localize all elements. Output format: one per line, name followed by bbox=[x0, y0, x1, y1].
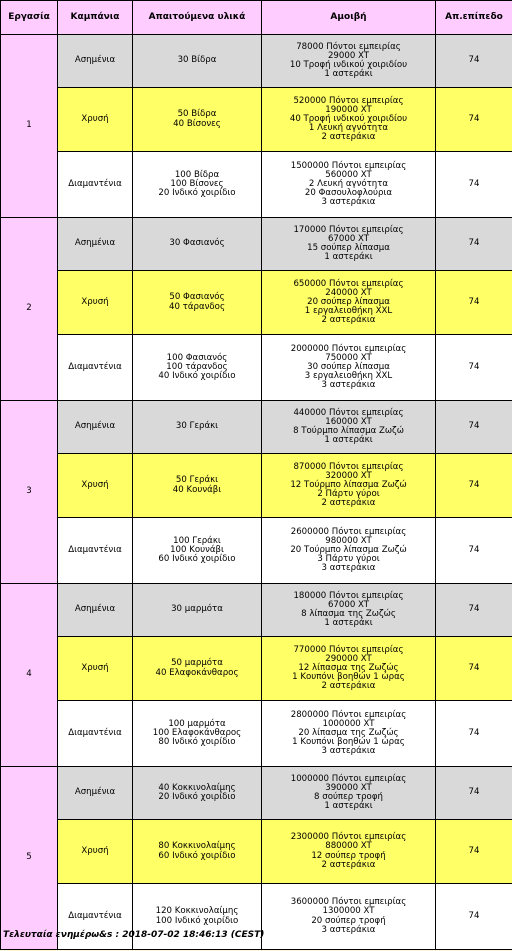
reward-line: 160000 XT bbox=[325, 416, 372, 427]
campaign-cell: Χρυσή bbox=[58, 271, 133, 335]
table-row bbox=[1, 218, 512, 271]
level-cell: 74 bbox=[436, 88, 512, 152]
material-line: 30 Γεράκι bbox=[175, 421, 219, 432]
material-line: 80 Ινδικό χοιρίδιο bbox=[158, 737, 236, 747]
reward-line: 2 αστεράκια bbox=[321, 315, 376, 326]
header-row bbox=[1, 1, 512, 35]
reward-line: 1 αστεράκι bbox=[324, 801, 373, 812]
material-line: 50 Γεράκι bbox=[175, 475, 219, 486]
materials-cell bbox=[133, 271, 262, 335]
level-cell: 74 bbox=[436, 152, 512, 218]
material-line: 60 Ινδικό χοιρίδιο bbox=[158, 850, 236, 861]
level-cell: 74 bbox=[436, 271, 512, 335]
campaign-cell: Διαμαντένια bbox=[58, 518, 133, 584]
material-line: 100 τάρανδος bbox=[166, 361, 228, 372]
material-line: 40 Ινδικό χοιρίδιο bbox=[158, 371, 236, 381]
level-cell: 74 bbox=[436, 401, 512, 454]
reward-line: 67000 XT bbox=[327, 233, 370, 244]
reward-line: 2 Πάρτυ γύροι bbox=[317, 489, 380, 499]
reward-line: 560000 XT bbox=[325, 169, 372, 180]
reward-line: 440000 Πόντοι εμπειρίας bbox=[293, 407, 404, 418]
reward-line: 170000 Πόντοι εμπειρίας bbox=[293, 224, 404, 235]
reward-line: 1300000 XT bbox=[322, 906, 375, 917]
material-line: 60 Ινδικό χοιρίδιο bbox=[158, 554, 236, 564]
reward-line: 980000 XT bbox=[325, 535, 372, 546]
material-line: 40 Κοκκινολαίμης bbox=[158, 782, 236, 793]
level-cell: 74 bbox=[436, 767, 512, 820]
materials-cell bbox=[133, 88, 262, 152]
header-task: Εργασία bbox=[1, 1, 58, 35]
campaign-cell: Ασημένια bbox=[58, 401, 133, 454]
task-number-cell: 4 bbox=[1, 584, 58, 767]
reward-line: 10 Τροφή ινδικού χοιριδίου bbox=[289, 60, 408, 70]
materials-cell bbox=[133, 152, 262, 218]
material-line: 100 Βίδρα bbox=[174, 169, 220, 180]
material-line: 20 Ινδικό χοιρίδιο bbox=[158, 792, 236, 802]
level-cell: 74 bbox=[436, 884, 512, 950]
reward-line: 390000 XT bbox=[325, 782, 372, 793]
table-row bbox=[1, 88, 512, 152]
materials-cell bbox=[133, 518, 262, 584]
reward-line: 3 αστεράκια bbox=[321, 924, 376, 935]
campaign-cell: Χρυσή bbox=[58, 637, 133, 701]
campaign-cell: Διαμαντένια bbox=[58, 884, 133, 950]
reward-cell bbox=[262, 884, 436, 950]
reward-line: 67000 XT bbox=[327, 599, 370, 610]
reward-line: 2 αστεράκια bbox=[321, 681, 376, 692]
table-row bbox=[1, 35, 512, 88]
task-number-cell: 3 bbox=[1, 401, 58, 584]
material-line: 40 τάρανδος bbox=[169, 301, 225, 312]
reward-line: 2600000 Πόντοι εμπειρίας bbox=[290, 526, 407, 537]
table-row bbox=[1, 767, 512, 820]
reward-line: 3600000 Πόντοι εμπειρίας bbox=[290, 897, 407, 908]
level-cell: 74 bbox=[436, 637, 512, 701]
reward-line: 3 αστεράκια bbox=[321, 746, 376, 757]
campaign-cell: Χρυσή bbox=[58, 454, 133, 518]
level-cell: 74 bbox=[436, 820, 512, 884]
material-line: 50 μαρμότα bbox=[171, 658, 223, 669]
material-line: 30 Φασιανός bbox=[169, 238, 225, 249]
table-row bbox=[1, 335, 512, 401]
reward-line: 3 αστεράκια bbox=[321, 563, 376, 574]
reward-line: 40 Τροφή ινδικού χοιριδίου bbox=[289, 113, 408, 124]
material-line: 100 μαρμότα bbox=[168, 718, 226, 729]
material-line: 40 Βίσονες bbox=[173, 118, 221, 129]
reward-line: 1 αστεράκι bbox=[324, 618, 373, 629]
reward-line: 1 αστεράκι bbox=[324, 69, 373, 80]
reward-line: 1000000 Πόντοι εμπειρίας bbox=[290, 773, 407, 784]
material-line: 100 Γεράκι bbox=[173, 535, 221, 546]
reward-cell bbox=[262, 820, 436, 884]
campaign-cell: Χρυσή bbox=[58, 88, 133, 152]
reward-line: 1 αστεράκι bbox=[324, 252, 373, 263]
material-line: 50 Φασιανός bbox=[169, 292, 225, 303]
reward-cell bbox=[262, 637, 436, 701]
reward-line: 78000 Πόντοι εμπειρίας bbox=[296, 41, 401, 52]
level-cell: 74 bbox=[436, 35, 512, 88]
material-line: 100 Κουνάβι bbox=[170, 544, 224, 555]
reward-cell bbox=[262, 152, 436, 218]
reward-line: 1 εργαλειοθήκη XXL bbox=[304, 306, 393, 316]
reward-line: 8 λίπασμα της Ζωζώς bbox=[301, 609, 396, 619]
materials-cell bbox=[133, 454, 262, 518]
reward-line: 3 αστεράκια bbox=[321, 197, 376, 208]
header-reward: Αμοιβή bbox=[262, 1, 436, 35]
reward-cell bbox=[262, 584, 436, 637]
reward-line: 770000 Πόντοι εμπειρίας bbox=[293, 644, 404, 655]
reward-line: 2800000 Πόντοι εμπειρίας bbox=[290, 709, 407, 720]
material-line: 80 Κοκκινολαίμης bbox=[158, 841, 236, 852]
reward-cell bbox=[262, 218, 436, 271]
header-materials: Απαιτούμενα υλικά bbox=[133, 1, 262, 35]
materials-cell bbox=[133, 820, 262, 884]
reward-line: 2 αστεράκια bbox=[321, 132, 376, 143]
material-line: 120 Κοκκινολαίμης bbox=[155, 906, 239, 917]
reward-cell bbox=[262, 518, 436, 584]
material-line: 30 Βίδρα bbox=[177, 55, 217, 66]
material-line: 40 Κουνάβι bbox=[172, 484, 222, 495]
level-cell: 74 bbox=[436, 454, 512, 518]
reward-line: 1 Λευκή αγνότητα bbox=[308, 123, 389, 133]
reward-cell bbox=[262, 271, 436, 335]
reward-line: 12 λίπασμα της Ζωζώς bbox=[298, 662, 399, 673]
reward-line: 650000 Πόντοι εμπειρίας bbox=[293, 278, 404, 289]
reward-line: 1500000 Πόντοι εμπειρίας bbox=[290, 160, 407, 171]
campaign-cell: Χρυσή bbox=[58, 820, 133, 884]
reward-line: 20 Φασουλοφλούρια bbox=[304, 188, 393, 198]
task-number-cell: 5 bbox=[1, 767, 58, 950]
reward-cell bbox=[262, 401, 436, 454]
campaign-cell: Ασημένια bbox=[58, 584, 133, 637]
campaign-cell: Διαμαντένια bbox=[58, 335, 133, 401]
reward-cell bbox=[262, 88, 436, 152]
reward-line: 20 σούπερ τροφή bbox=[311, 915, 386, 926]
materials-cell bbox=[133, 35, 262, 88]
reward-line: 1000000 XT bbox=[322, 718, 375, 729]
materials-cell bbox=[133, 767, 262, 820]
table-row bbox=[1, 152, 512, 218]
rewards-table-body bbox=[1, 35, 512, 950]
last-update-note: Τελευταία ενημέρω&s : 2018-07-02 18:46:13 (CEST) bbox=[3, 930, 265, 940]
reward-line: 3 αστεράκια bbox=[321, 380, 376, 391]
level-cell: 74 bbox=[436, 701, 512, 767]
table-row bbox=[1, 701, 512, 767]
material-line: 100 Ελαφοκάνθαρος bbox=[152, 727, 242, 738]
reward-line: 20 σούπερ λίπασμα bbox=[307, 296, 390, 307]
table-row bbox=[1, 401, 512, 454]
material-line: 100 Βίσονες bbox=[170, 178, 224, 189]
materials-cell bbox=[133, 401, 262, 454]
table-row bbox=[1, 820, 512, 884]
level-cell: 74 bbox=[436, 335, 512, 401]
campaign-cell: Διαμαντένια bbox=[58, 701, 133, 767]
reward-line: 2 αστεράκια bbox=[321, 498, 376, 509]
reward-line: 290000 XT bbox=[325, 653, 372, 664]
material-line: 50 Βίδρα bbox=[177, 109, 217, 120]
reward-line: 29000 XT bbox=[327, 50, 370, 61]
reward-line: 880000 XT bbox=[325, 841, 372, 852]
reward-line: 240000 XT bbox=[325, 287, 372, 298]
reward-line: 12 Τούρμπο λίπασμα Ζωζώ bbox=[290, 479, 407, 490]
level-cell: 74 bbox=[436, 584, 512, 637]
header-campaign: Καμπάνια bbox=[58, 1, 133, 35]
materials-cell bbox=[133, 637, 262, 701]
level-cell: 74 bbox=[436, 518, 512, 584]
reward-line: 3 Πάρτυ γύροι bbox=[317, 554, 380, 564]
campaign-cell: Ασημένια bbox=[58, 767, 133, 820]
reward-line: 2 Λευκή αγνότητα bbox=[308, 178, 389, 189]
reward-cell bbox=[262, 767, 436, 820]
reward-line: 2000000 Πόντοι εμπειρίας bbox=[290, 343, 407, 354]
reward-line: 3 εργαλειοθήκη XXL bbox=[304, 371, 393, 381]
table-row bbox=[1, 584, 512, 637]
material-line: 100 Ινδικό χοιρίδιο bbox=[155, 915, 239, 926]
table-row bbox=[1, 637, 512, 701]
reward-line: 870000 Πόντοι εμπειρίας bbox=[293, 461, 404, 472]
campaign-cell: Ασημένια bbox=[58, 218, 133, 271]
material-line: 100 Φασιανός bbox=[166, 352, 228, 363]
reward-line: 1 Κουπόνι βοηθών 1 ώρας bbox=[292, 737, 405, 747]
task-number-cell: 1 bbox=[1, 35, 58, 218]
reward-line: 2 αστεράκια bbox=[321, 859, 376, 870]
table-row bbox=[1, 454, 512, 518]
reward-cell bbox=[262, 454, 436, 518]
reward-cell bbox=[262, 35, 436, 88]
reward-line: 1 Κουπόνι βοηθών 1 ώρας bbox=[292, 672, 405, 682]
reward-line: 12 σούπερ τροφή bbox=[311, 850, 386, 861]
reward-line: 15 σούπερ λίπασμα bbox=[307, 243, 390, 253]
reward-line: 180000 Πόντοι εμπειρίας bbox=[293, 590, 404, 601]
reward-line: 8 σούπερ τροφή bbox=[314, 792, 383, 802]
material-line: 20 Ινδικό χοιρίδιο bbox=[158, 188, 236, 198]
materials-cell bbox=[133, 701, 262, 767]
reward-line: 750000 XT bbox=[325, 352, 372, 363]
materials-cell bbox=[133, 218, 262, 271]
reward-line: 2300000 Πόντοι εμπειρίας bbox=[290, 832, 407, 843]
task-number-cell: 2 bbox=[1, 218, 58, 401]
level-cell: 74 bbox=[436, 218, 512, 271]
reward-line: 190000 XT bbox=[325, 104, 372, 115]
reward-line: 20 Τούρμπο λίπασμα Ζωζώ bbox=[290, 544, 407, 555]
header-level: Απ.επίπεδο bbox=[436, 1, 512, 35]
table-row bbox=[1, 271, 512, 335]
reward-line: 8 Τούρμπο λίπασμα Ζωζώ bbox=[293, 426, 404, 436]
reward-cell bbox=[262, 701, 436, 767]
reward-line: 30 σούπερ λίπασμα bbox=[307, 361, 390, 372]
material-line: 30 μαρμότα bbox=[171, 604, 223, 615]
reward-line: 320000 XT bbox=[325, 470, 372, 481]
reward-line: 1 αστεράκι bbox=[324, 435, 373, 446]
reward-cell bbox=[262, 335, 436, 401]
table-row bbox=[1, 518, 512, 584]
materials-cell bbox=[133, 584, 262, 637]
reward-line: 20 λίπασμα της Ζωζώς bbox=[298, 727, 399, 738]
materials-cell bbox=[133, 335, 262, 401]
reward-line: 520000 Πόντοι εμπειρίας bbox=[293, 95, 404, 106]
campaign-cell: Διαμαντένια bbox=[58, 152, 133, 218]
material-line: 40 Ελαφοκάνθαρος bbox=[155, 667, 239, 678]
campaign-cell: Ασημένια bbox=[58, 35, 133, 88]
